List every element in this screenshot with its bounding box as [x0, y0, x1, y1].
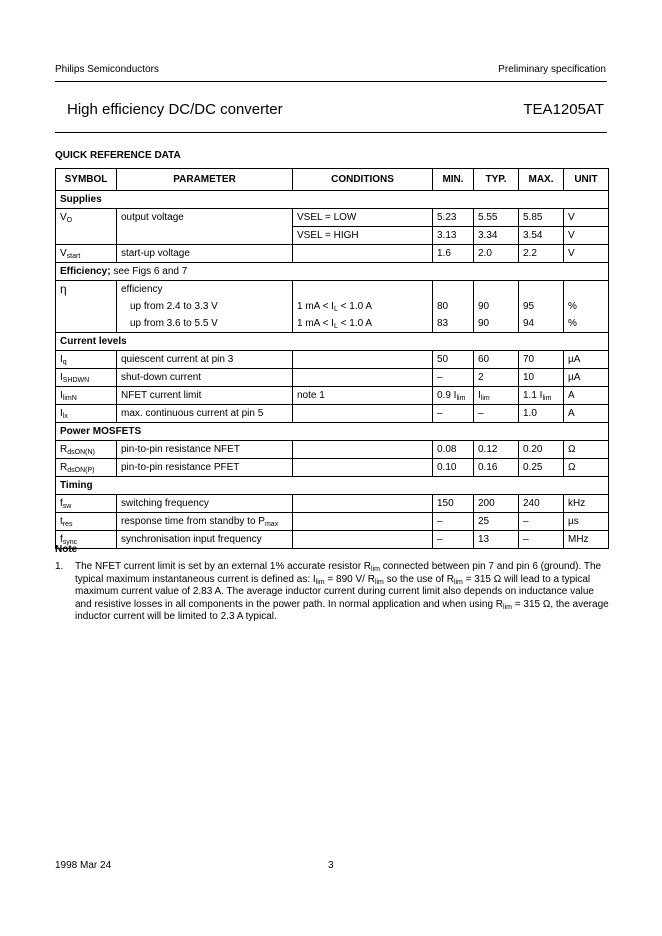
title-rule [55, 132, 607, 133]
typ-cell: 60 [474, 351, 519, 369]
note-number: 1. [55, 561, 64, 572]
unit-cell: V [564, 227, 609, 245]
table-row [56, 513, 609, 531]
conditions-cell: 1 mA < $I_L < 1.0$ A [293, 298, 433, 315]
parameter-cell: up from 3.6 to 5.5 V [117, 315, 293, 333]
group-supplies: Supplies [56, 191, 609, 209]
conditions-cell [293, 495, 433, 513]
max-cell: 94 [519, 315, 564, 333]
group-power-mosfets: Power MOSFETS [56, 423, 609, 441]
typ-cell: 0.16 [474, 459, 519, 477]
unit-cell [564, 281, 609, 299]
unit-cell: kHz [564, 495, 609, 513]
conditions-cell: VSEL = LOW [293, 209, 433, 227]
min-cell: 80 [433, 298, 474, 315]
max-cell: 70 [519, 351, 564, 369]
parameter-cell: start-up voltage [117, 245, 293, 263]
symbol-cell: $V_O$ [56, 209, 117, 227]
unit-cell: V [564, 245, 609, 263]
symbol-cell: $I_{SHDWN}$ [56, 369, 117, 387]
group-row [56, 423, 609, 441]
table-row [56, 227, 609, 245]
conditions-cell [293, 281, 433, 299]
typ-cell: 2 [474, 369, 519, 387]
unit-cell: Ω [564, 459, 609, 477]
min-cell: 3.13 [433, 227, 474, 245]
col-min: MIN. [433, 169, 474, 191]
symbol-cell: $R_{dsON(P)}$ [56, 459, 117, 477]
header-rule [55, 81, 607, 82]
table-row [56, 209, 609, 227]
conditions-cell [293, 459, 433, 477]
parameter-cell: pin-to-pin resistance NFET [117, 441, 293, 459]
table-row [56, 315, 609, 333]
max-cell: 10 [519, 369, 564, 387]
min-cell: 0.08 [433, 441, 474, 459]
max-cell [519, 281, 564, 299]
symbol-cell: $f_{sw}$ [56, 495, 117, 513]
typ-cell: 200 [474, 495, 519, 513]
product-title: High efficiency DC/DC converter [67, 101, 283, 118]
table-row [56, 281, 609, 299]
parameter-cell: NFET current limit [117, 387, 293, 405]
parameter-cell: max. continuous current at pin 5 [117, 405, 293, 423]
part-number: TEA1205AT [523, 101, 604, 118]
parameter-cell: up from 2.4 to 3.3 V [117, 298, 293, 315]
min-cell: 50 [433, 351, 474, 369]
unit-cell: V [564, 209, 609, 227]
symbol-cell [56, 315, 117, 333]
quick-reference-table [55, 168, 609, 549]
symbol-cell: $V_{start}$ [56, 245, 117, 263]
max-cell: 2.2 [519, 245, 564, 263]
typ-cell: – [474, 405, 519, 423]
parameter-cell: output voltage [117, 209, 293, 227]
max-cell: 1.0 [519, 405, 564, 423]
table-row [56, 245, 609, 263]
col-parameter: PARAMETER [117, 169, 293, 191]
table-row [56, 441, 609, 459]
typ-cell: $I_{lim}$ [474, 387, 519, 405]
symbol-cell: $I_{lx}$ [56, 405, 117, 423]
min-cell: 0.10 [433, 459, 474, 477]
typ-cell: 90 [474, 315, 519, 333]
group-row [56, 263, 609, 281]
parameter-cell: synchronisation input frequency [117, 531, 293, 549]
max-cell: 3.54 [519, 227, 564, 245]
symbol-cell: $R_{dsON(N)}$ [56, 441, 117, 459]
table-row [56, 459, 609, 477]
unit-cell: % [564, 298, 609, 315]
conditions-cell [293, 531, 433, 549]
parameter-cell: shut-down current [117, 369, 293, 387]
unit-cell: % [564, 315, 609, 333]
parameter-cell: switching frequency [117, 495, 293, 513]
table-row [56, 531, 609, 549]
min-cell: 83 [433, 315, 474, 333]
company-name: Philips Semiconductors [55, 64, 159, 75]
max-cell: 240 [519, 495, 564, 513]
parameter-cell: quiescent current at pin 3 [117, 351, 293, 369]
symbol-cell: $I_{limN}$ [56, 387, 117, 405]
table-row [56, 369, 609, 387]
col-conditions: CONDITIONS [293, 169, 433, 191]
min-cell: – [433, 369, 474, 387]
symbol-cell: $t_{res}$ [56, 513, 117, 531]
min-cell: 0.9 $I_{lim}$ [433, 387, 474, 405]
max-cell: 1.1 $I_{lim}$ [519, 387, 564, 405]
group-timing: Timing [56, 477, 609, 495]
note-text: The NFET current limit is set by an external 1% accurate resistor $R_{lim}$ connected between pin 7 and pin 6 (ground). The typical maximum instantaneous current is defined as: $I_{lim} = 890$ V/ $R_{lim}$ so the use of $R_{lim} = 315$ Ω will lead to a typical maximum current value of 2.83 A. The average inductor current during current limit also depends on inductance value and resistive losses in all components in the power path. In normal application and when using $R_{lim} = 315$ Ω, the average inductor current will be limited to 2.3 A typical. [75, 561, 609, 623]
max-cell: – [519, 513, 564, 531]
unit-cell: Ω [564, 441, 609, 459]
parameter-cell: pin-to-pin resistance PFET [117, 459, 293, 477]
typ-cell: 25 [474, 513, 519, 531]
symbol-cell [56, 298, 117, 315]
min-cell: 1.6 [433, 245, 474, 263]
table-row [56, 495, 609, 513]
note-heading: Note [55, 544, 78, 555]
symbol-cell: $I_q$ [56, 351, 117, 369]
conditions-cell: 1 mA < $I_L < 1.0$ A [293, 315, 433, 333]
typ-cell: 0.12 [474, 441, 519, 459]
conditions-cell [293, 351, 433, 369]
min-cell [433, 281, 474, 299]
group-row [56, 333, 609, 351]
typ-cell [474, 281, 519, 299]
conditions-cell [293, 369, 433, 387]
group-efficiency: Efficiency; see Figs 6 and 7 [56, 263, 609, 281]
typ-cell: 90 [474, 298, 519, 315]
min-cell: – [433, 513, 474, 531]
conditions-cell [293, 245, 433, 263]
min-cell: 5.23 [433, 209, 474, 227]
col-max: MAX. [519, 169, 564, 191]
col-unit: UNIT [564, 169, 609, 191]
min-cell: – [433, 531, 474, 549]
group-row [56, 477, 609, 495]
conditions-cell [293, 405, 433, 423]
symbol-cell: η [56, 281, 117, 299]
col-symbol: SYMBOL [56, 169, 117, 191]
table-row [56, 351, 609, 369]
symbol-cell: $f_{sync}$ [56, 531, 117, 549]
conditions-cell: note 1 [293, 387, 433, 405]
table-row [56, 298, 609, 315]
parameter-cell [117, 227, 293, 245]
unit-cell: µs [564, 513, 609, 531]
unit-cell: MHz [564, 531, 609, 549]
max-cell: 95 [519, 298, 564, 315]
min-cell: 150 [433, 495, 474, 513]
typ-cell: 3.34 [474, 227, 519, 245]
unit-cell: A [564, 387, 609, 405]
symbol-cell [56, 227, 117, 245]
col-typ: TYP. [474, 169, 519, 191]
spec-status: Preliminary specification [498, 64, 606, 75]
conditions-cell: VSEL = HIGH [293, 227, 433, 245]
typ-cell: 13 [474, 531, 519, 549]
table-header-row [56, 169, 609, 191]
unit-cell: A [564, 405, 609, 423]
max-cell: 5.85 [519, 209, 564, 227]
max-cell: – [519, 531, 564, 549]
page-number: 3 [328, 860, 334, 871]
group-row [56, 191, 609, 209]
parameter-cell: response time from standby to $P_{max}$ [117, 513, 293, 531]
typ-cell: 2.0 [474, 245, 519, 263]
section-title: QUICK REFERENCE DATA [55, 150, 181, 161]
conditions-cell [293, 513, 433, 531]
group-current-levels: Current levels [56, 333, 609, 351]
unit-cell: µA [564, 369, 609, 387]
typ-cell: 5.55 [474, 209, 519, 227]
max-cell: 0.20 [519, 441, 564, 459]
table-row [56, 387, 609, 405]
max-cell: 0.25 [519, 459, 564, 477]
footer-date: 1998 Mar 24 [55, 860, 112, 871]
conditions-cell [293, 441, 433, 459]
min-cell: – [433, 405, 474, 423]
unit-cell: µA [564, 351, 609, 369]
parameter-cell: efficiency [117, 281, 293, 299]
table-row [56, 405, 609, 423]
